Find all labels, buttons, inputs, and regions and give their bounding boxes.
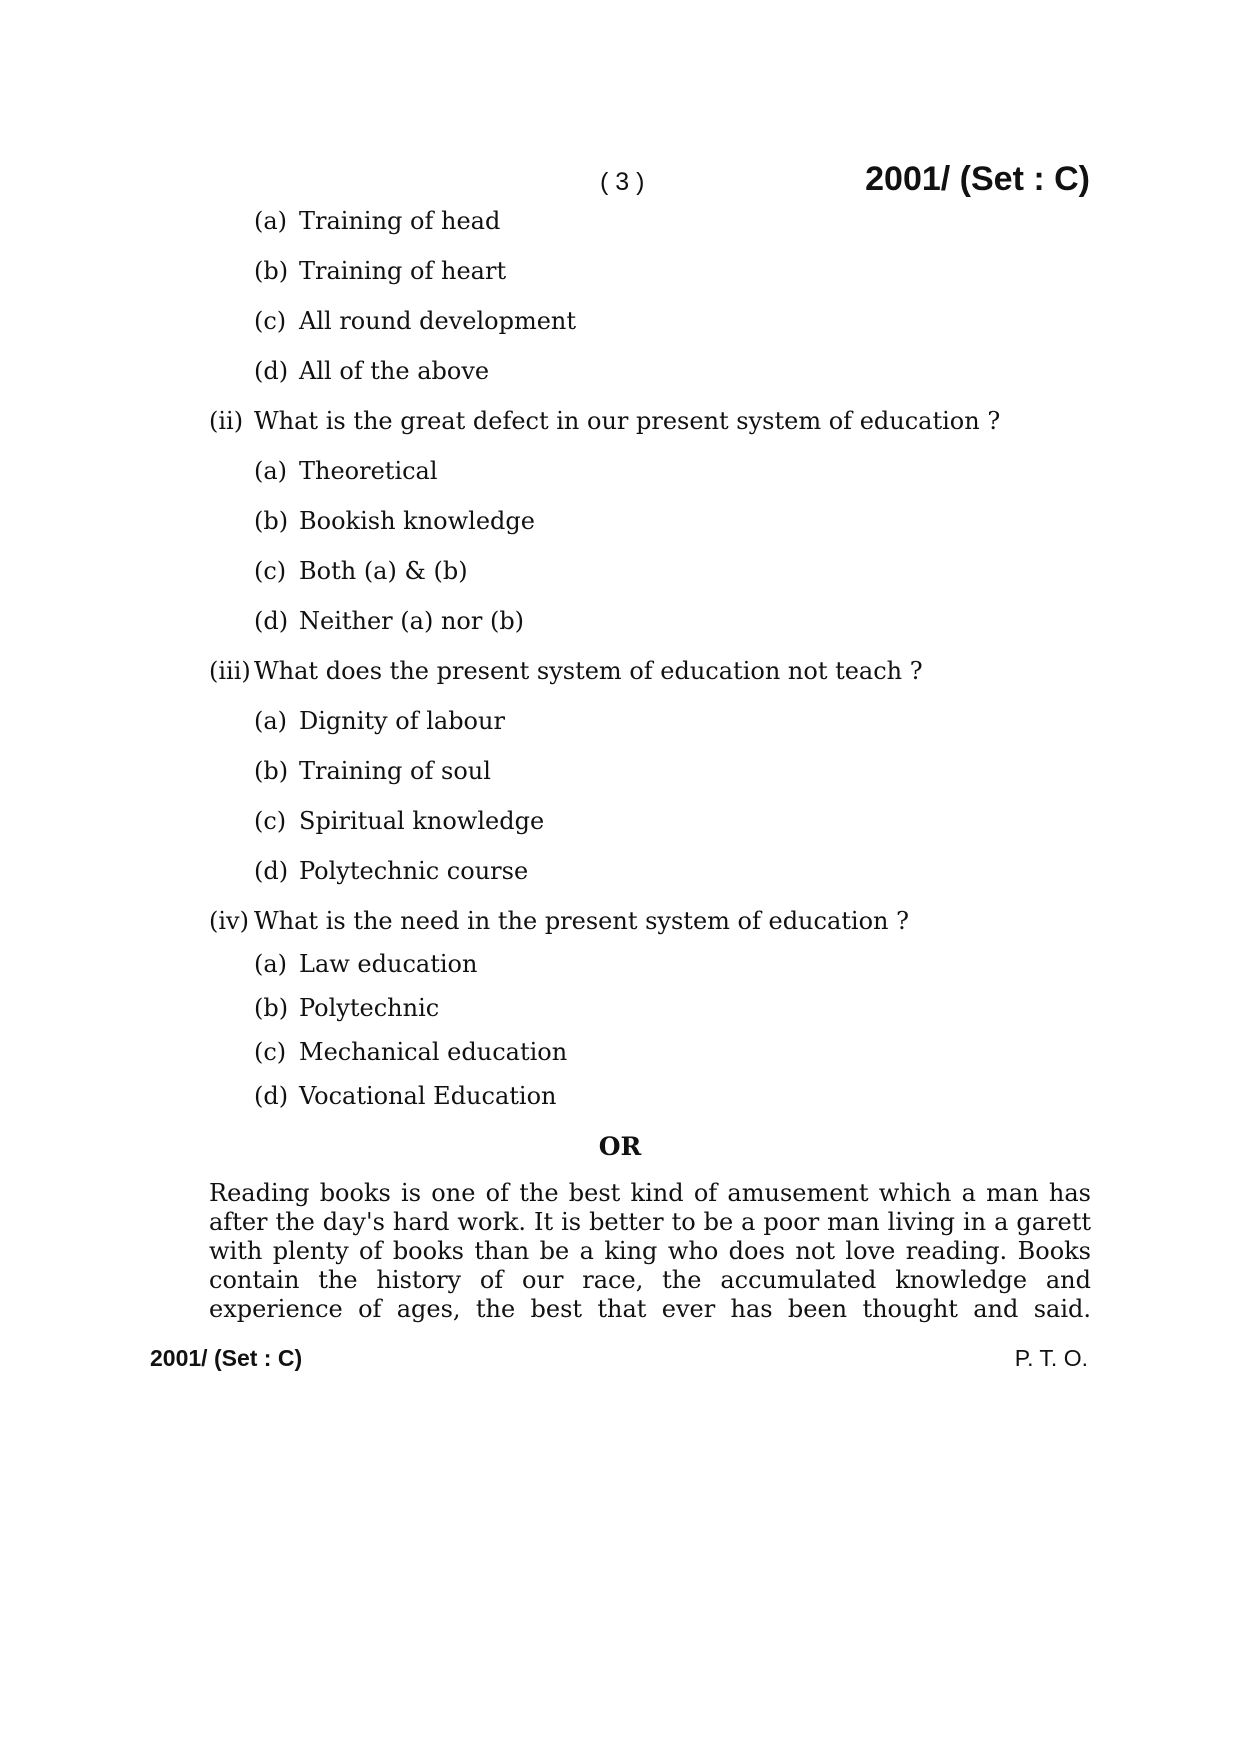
option-text: Training of soul (299, 757, 491, 785)
option-iv-b (254, 993, 439, 1023)
option-label: (d) (254, 857, 289, 885)
option-label: (d) (254, 1082, 289, 1110)
page-number: ( 3 ) (600, 168, 645, 196)
option-label: (b) (254, 757, 289, 785)
option-label: (c) (254, 807, 287, 835)
or-heading: OR (598, 1132, 642, 1161)
option-text: Mechanical education (299, 1038, 568, 1066)
option-iii-a (254, 706, 505, 736)
option-label: (d) (254, 607, 289, 635)
option-i-c (254, 306, 576, 336)
option-label: (b) (254, 994, 289, 1022)
option-i-a (254, 206, 500, 236)
question-text: What is the great defect in our present system of education ? (254, 407, 1001, 435)
option-text: All round development (299, 307, 577, 335)
option-text: Both (a) & (b) (299, 557, 468, 585)
option-label: (c) (254, 557, 287, 585)
option-ii-c (254, 556, 468, 586)
option-i-d (254, 356, 489, 386)
paper-code-header: 2001/ (Set : C) (865, 160, 1090, 198)
option-text: Vocational Education (299, 1082, 557, 1110)
question-ii (209, 406, 1000, 436)
question-number: (ii) (209, 407, 244, 435)
option-iv-d (254, 1081, 556, 1111)
option-label: (b) (254, 257, 289, 285)
option-text: Training of heart (299, 257, 507, 285)
option-ii-b (254, 506, 535, 536)
option-label: (a) (254, 707, 288, 735)
option-i-b (254, 256, 506, 286)
option-text: Dignity of labour (299, 707, 505, 735)
option-iii-b (254, 756, 491, 786)
please-turn-over: P. T. O. (1014, 1345, 1088, 1371)
question-number: (iii) (209, 657, 251, 685)
paper-code-footer: 2001/ (Set : C) (150, 1345, 303, 1371)
option-iii-d (254, 856, 528, 886)
option-iv-a (254, 949, 477, 979)
option-text: Polytechnic course (299, 857, 529, 885)
option-label: (a) (254, 950, 288, 978)
option-text: Neither (a) nor (b) (299, 607, 525, 635)
option-label: (d) (254, 357, 289, 385)
option-label: (a) (254, 207, 288, 235)
option-text: Training of head (299, 207, 501, 235)
option-iv-c (254, 1037, 567, 1067)
option-text: Law education (299, 950, 478, 978)
option-ii-a (254, 456, 438, 486)
option-text: Spiritual knowledge (299, 807, 545, 835)
question-iii (209, 656, 923, 686)
question-iv (209, 906, 909, 936)
option-label: (b) (254, 507, 289, 535)
option-text: Theoretical (299, 457, 438, 485)
option-ii-d (254, 606, 524, 636)
option-label: (c) (254, 307, 287, 335)
option-iii-c (254, 806, 544, 836)
question-text: What is the need in the present system of education ? (254, 907, 909, 935)
option-text: Polytechnic (299, 994, 440, 1022)
question-number: (iv) (209, 907, 249, 935)
reading-passage: Reading books is one of the best kind of amusement which a man has after the day's hard work. It is better to be a poor man living in a garett with plenty of books than be a king who does not love reading. Books contain the history of our race, the accumulated knowledge and experience of ages, the best that ever has been thought and said. (209, 1179, 1091, 1323)
option-text: Bookish knowledge (299, 507, 535, 535)
question-text: What does the present system of education not teach ? (254, 657, 923, 685)
option-label: (a) (254, 457, 288, 485)
option-text: All of the above (299, 357, 490, 385)
option-label: (c) (254, 1038, 287, 1066)
